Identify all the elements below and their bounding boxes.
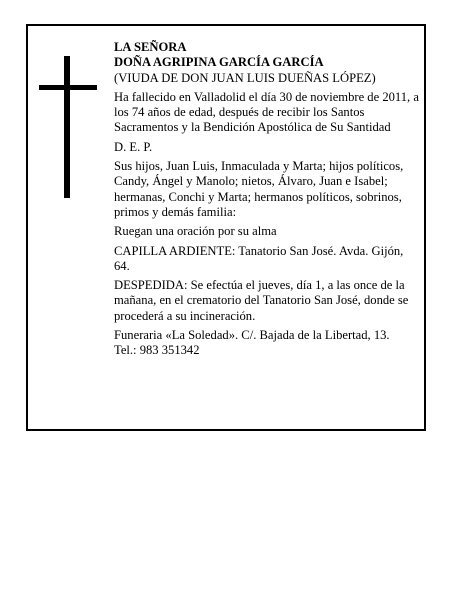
deceased-heading xyxy=(114,40,420,86)
family-list: Sus hijos, Juan Luis, Inmaculada y Marta; hijos políticos, Candy, Ángel y Manolo; nietos, Álvaro, Juan e Isabel; hermanas, Conchi y Marta; hermanos políticos, sobrinos, primos y demás familia: xyxy=(114,159,404,219)
death-notice: Ha fallecido en Valladolid el día 30 de noviembre de 2011, a los 74 años de edad, después de recibir los Santos Sacramentos y la Bendición Apostólica de Su Santidad xyxy=(114,89,419,135)
widow-of-line: (VIUDA DE DON JUAN LUIS DUEÑAS LÓPEZ) xyxy=(114,70,376,85)
prayer-request: Ruegan una oración por su alma xyxy=(114,224,277,239)
rip-line: D. E. P. xyxy=(114,139,153,154)
funeral-home-address: Funeraria «La Soledad». C/. Bajada de la Libertad, 13. xyxy=(114,328,390,343)
title-line: LA SEÑORA xyxy=(114,40,187,54)
deceased-name: DOÑA AGRIPINA GARCÍA GARCÍA xyxy=(114,55,324,70)
cross-icon xyxy=(39,56,97,198)
cross-vertical-bar xyxy=(64,56,70,198)
obituary-notice xyxy=(26,24,426,431)
obituary-text xyxy=(114,40,420,363)
funeral-home-info xyxy=(114,328,420,343)
phone-line: Tel.: 983 351342 xyxy=(114,343,200,358)
chapel-info: CAPILLA ARDIENTE: Tanatorio San José. Avda. Gijón, 64. xyxy=(114,243,404,273)
farewell-info: DESPEDIDA: Se efectúa el jueves, día 1, a las once de la mañana, en el crematorio del Tanatorio San José, donde se procederá a su incineración. xyxy=(114,278,409,323)
cross-horizontal-bar xyxy=(39,85,97,90)
